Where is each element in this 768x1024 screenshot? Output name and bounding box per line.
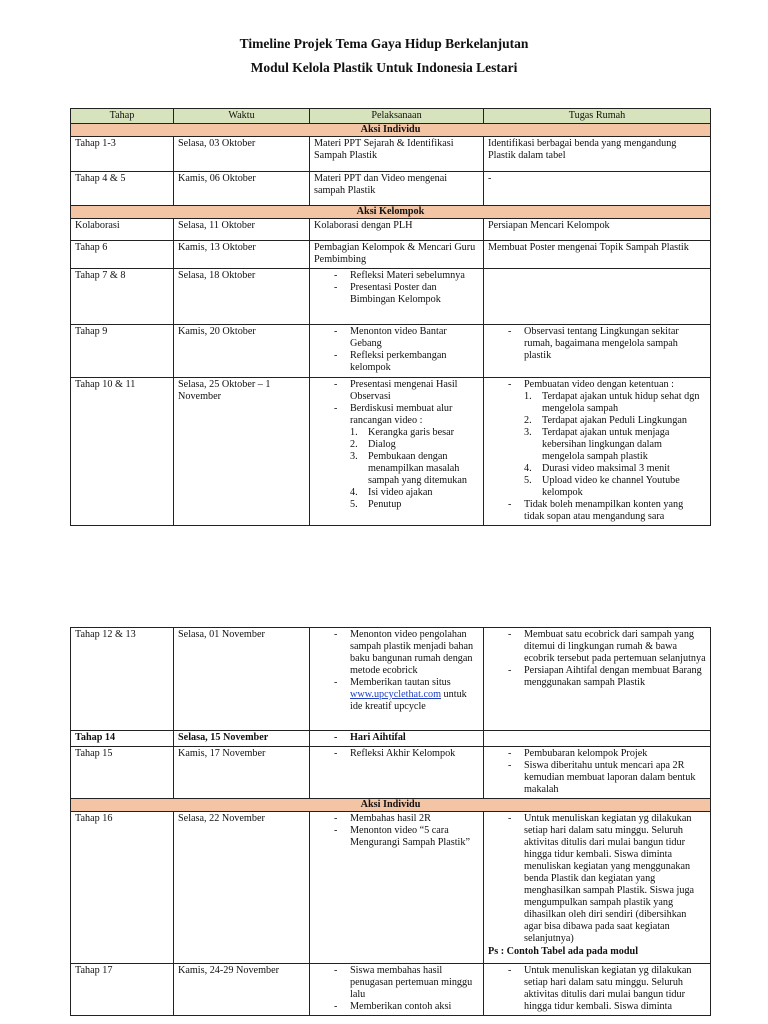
timeline-table-2: [70, 627, 711, 1016]
list-item: - Menonton video Bantar Gebang: [314, 326, 479, 350]
table-header-row: [71, 109, 711, 124]
tugas-list: [488, 965, 706, 1013]
cell-tahap: Tahap 4 & 5: [71, 172, 174, 206]
list-item: [314, 403, 479, 511]
section-row-aksi-kelompok: [71, 206, 711, 219]
numbered-item: 1. Kerangka garis besar: [350, 427, 454, 438]
cell-pelaksanaan: [310, 747, 484, 799]
section-label: Aksi Individu: [71, 799, 711, 812]
header-pelaksanaan: Pelaksanaan: [310, 109, 484, 124]
cell-tahap: Tahap 15: [71, 747, 174, 799]
table-row: [71, 964, 711, 1016]
list-item: - Pembubaran kelompok Projek: [488, 748, 706, 760]
cell-tahap: Tahap 1-3: [71, 137, 174, 172]
cell-waktu: Selasa, 15 November: [174, 731, 310, 747]
cell-tahap: Tahap 14: [71, 731, 174, 747]
cell-tugas: [484, 325, 711, 378]
list-item: - Refleksi perkembangan kelompok: [314, 350, 479, 374]
cell-waktu: Selasa, 22 November: [174, 812, 310, 964]
section-row-aksi-individu: [71, 799, 711, 812]
list-item-text: untuk ide kreatif upcycle: [350, 689, 467, 712]
pelaksanaan-list: [314, 813, 479, 849]
list-item: - Memberikan contoh aksi: [314, 1001, 479, 1013]
list-item: - Presentasi mengenai Hasil Observasi: [314, 379, 479, 403]
timeline-table-1: [70, 108, 711, 526]
numbered-item: 3. Pembukaan dengan menampilkan masalah sampah yang ditemukan: [350, 451, 468, 486]
cell-pelaksanaan: [310, 628, 484, 731]
numbered-item: 2. Dialog: [350, 439, 396, 450]
numbered-item: 5. Upload video ke channel Youtube kelompok: [524, 475, 680, 498]
cell-tahap: Tahap 7 & 8: [71, 269, 174, 325]
cell-tahap: Tahap 17: [71, 964, 174, 1016]
numbered-item: 2. Terdapat ajakan Peduli Lingkungan: [524, 415, 687, 426]
list-item: - Persiapan Aihtifal dengan membuat Barang menggunakan sampah Plastik: [488, 665, 706, 689]
list-item: - Untuk menuliskan kegiatan yg dilakukan setiap hari dalam satu minggu. Seluruh aktivitas ditulis dari mulai bangun tidur hingga tidur kembali. Siswa diminta: [488, 965, 706, 1013]
tugas-list: [488, 813, 706, 945]
list-item: - Hari Aihtifal: [314, 732, 479, 744]
numbered-item: 4. Durasi video maksimal 3 menit: [524, 463, 670, 474]
cell-tugas: [484, 628, 711, 731]
ps-note: Ps : Contoh Tabel ada pada modul: [488, 946, 639, 957]
cell-waktu: Kamis, 17 November: [174, 747, 310, 799]
cell-pelaksanaan: [310, 269, 484, 325]
pelaksanaan-list: [314, 379, 479, 511]
list-item: - Presentasi Poster dan Bimbingan Kelompok: [314, 282, 479, 306]
tugas-list: [488, 748, 706, 796]
table-row: [71, 241, 711, 269]
cell-tugas: [484, 747, 711, 799]
cell-waktu: Selasa, 03 Oktober: [174, 137, 310, 172]
cell-tugas: [484, 964, 711, 1016]
cell-waktu: Kamis, 20 Oktober: [174, 325, 310, 378]
cell-pelaksanaan: [310, 731, 484, 747]
pelaksanaan-list: [314, 270, 479, 306]
list-item: - Menonton video pengolahan sampah plastik menjadi bahan baku bangunan rumah dengan metode ecobrick: [314, 629, 479, 677]
numbered-list: [350, 427, 479, 511]
header-tahap: Tahap: [71, 109, 174, 124]
numbered-item: 5. Penutup: [350, 499, 402, 510]
list-item: - Menonton video “5 cara Mengurangi Sampah Plastik”: [314, 825, 479, 849]
cell-pelaksanaan: Pembagian Kelompok & Mencari Guru Pembimbing: [310, 241, 484, 269]
cell-tugas: [484, 378, 711, 526]
cell-pelaksanaan: Materi PPT dan Video mengenai sampah Plastik: [310, 172, 484, 206]
list-item-text: Pembuatan video dengan ketentuan :: [524, 379, 674, 390]
list-item: - Membuat satu ecobrick dari sampah yang ditemui di lingkungan rumah & bawa ecobrik tersebut pada pertemuan selanjutnya: [488, 629, 706, 665]
cell-waktu: Selasa, 18 Oktober: [174, 269, 310, 325]
table-row: [71, 747, 711, 799]
tugas-list: [488, 326, 706, 362]
list-item: - Observasi tentang Lingkungan sekitar rumah, bagaimana mengelola sampah plastik: [488, 326, 706, 362]
table-row: [71, 731, 711, 747]
tugas-list: [488, 629, 706, 689]
cell-tugas: Membuat Poster mengenai Topik Sampah Plastik: [484, 241, 711, 269]
cell-tugas: [484, 812, 711, 964]
list-item: - Refleksi Materi sebelumnya: [314, 270, 479, 282]
cell-tugas: Persiapan Mencari Kelompok: [484, 219, 711, 241]
list-item: - Untuk menuliskan kegiatan yg dilakukan setiap hari dalam satu minggu. Seluruh aktivitas ditulis dari mulai bangun tidur hingga tidur kembali. Siswa diminta menuliskan kegiatan yang menggunakan benda Plastik dan kegiatan yang menghasilkan sampah Plastik. Siswa juga mengumpulkan sampah plastik yang dihasilkan oleh diri sendiri (dibersihkan agar bisa dibawa pada saat kegiatan selanjutnya): [488, 813, 706, 945]
upcycle-link[interactable]: www.upcyclethat.com: [350, 689, 441, 700]
cell-waktu: Selasa, 11 Oktober: [174, 219, 310, 241]
cell-pelaksanaan: [310, 964, 484, 1016]
table-row: [71, 269, 711, 325]
cell-tahap: Tahap 12 & 13: [71, 628, 174, 731]
document-subtitle: Modul Kelola Plastik Untuk Indonesia Lestari: [250, 60, 518, 75]
tugas-list: [488, 379, 706, 523]
list-item-text: Memberikan tautan situs: [350, 677, 451, 688]
pelaksanaan-list: [314, 732, 479, 744]
section-label: Aksi Individu: [71, 124, 711, 137]
cell-pelaksanaan: [310, 325, 484, 378]
cell-tugas: Identifikasi berbagai benda yang mengandung Plastik dalam tabel: [484, 137, 711, 172]
numbered-item: 4. Isi video ajakan: [350, 487, 433, 498]
list-item: - Membahas hasil 2R: [314, 813, 479, 825]
document-title: Timeline Projek Tema Gaya Hidup Berkelanjutan: [239, 36, 529, 51]
numbered-item: 3. Terdapat ajakan untuk menjaga kebersihan lingkungan dalam mengelola sampah plastik: [524, 427, 670, 462]
pelaksanaan-list: [314, 965, 479, 1013]
table-row: [71, 628, 711, 731]
section-label: Aksi Kelompok: [71, 206, 711, 219]
cell-tahap: Tahap 10 & 11: [71, 378, 174, 526]
cell-waktu: Kamis, 06 Oktober: [174, 172, 310, 206]
list-item: - Refleksi Akhir Kelompok: [314, 748, 479, 760]
pelaksanaan-list: [314, 326, 479, 374]
table-row: [71, 137, 711, 172]
header-tugas-rumah: Tugas Rumah: [484, 109, 711, 124]
cell-tugas: [484, 269, 711, 325]
cell-tahap: Tahap 6: [71, 241, 174, 269]
table-row: [71, 812, 711, 964]
cell-pelaksanaan: Kolaborasi dengan PLH: [310, 219, 484, 241]
cell-tugas: [484, 731, 711, 747]
cell-tahap: Tahap 16: [71, 812, 174, 964]
section-row-aksi-individu: [71, 124, 711, 137]
cell-waktu: Kamis, 24-29 November: [174, 964, 310, 1016]
cell-waktu: Kamis, 13 Oktober: [174, 241, 310, 269]
table-row: [71, 172, 711, 206]
list-item: [488, 379, 706, 499]
list-item-text: Berdiskusi membuat alur rancangan video :: [350, 403, 453, 426]
numbered-item: 1. Terdapat ajakan untuk hidup sehat dgn mengelola sampah: [524, 391, 700, 414]
pelaksanaan-list: [314, 748, 479, 760]
table-row: [71, 378, 711, 526]
table-row: [71, 219, 711, 241]
cell-waktu: Selasa, 01 November: [174, 628, 310, 731]
table-row: [71, 325, 711, 378]
cell-tahap: Tahap 9: [71, 325, 174, 378]
cell-tahap: Kolaborasi: [71, 219, 174, 241]
pelaksanaan-list: [314, 629, 479, 713]
cell-pelaksanaan: Materi PPT Sejarah & Identifikasi Sampah Plastik: [310, 137, 484, 172]
list-item: [314, 677, 479, 713]
header-waktu: Waktu: [174, 109, 310, 124]
list-item: - Siswa diberitahu untuk mencari apa 2R kemudian membuat laporan dalam bentuk makalah: [488, 760, 706, 796]
cell-pelaksanaan: [310, 812, 484, 964]
list-item: - Tidak boleh menampilkan konten yang tidak sopan atau mengandung sara: [488, 499, 706, 523]
cell-tugas: -: [484, 172, 711, 206]
cell-pelaksanaan: [310, 378, 484, 526]
numbered-list: [524, 391, 706, 499]
cell-waktu: Selasa, 25 Oktober – 1 November: [174, 378, 310, 526]
list-item: - Siswa membahas hasil penugasan pertemuan minggu lalu: [314, 965, 479, 1001]
